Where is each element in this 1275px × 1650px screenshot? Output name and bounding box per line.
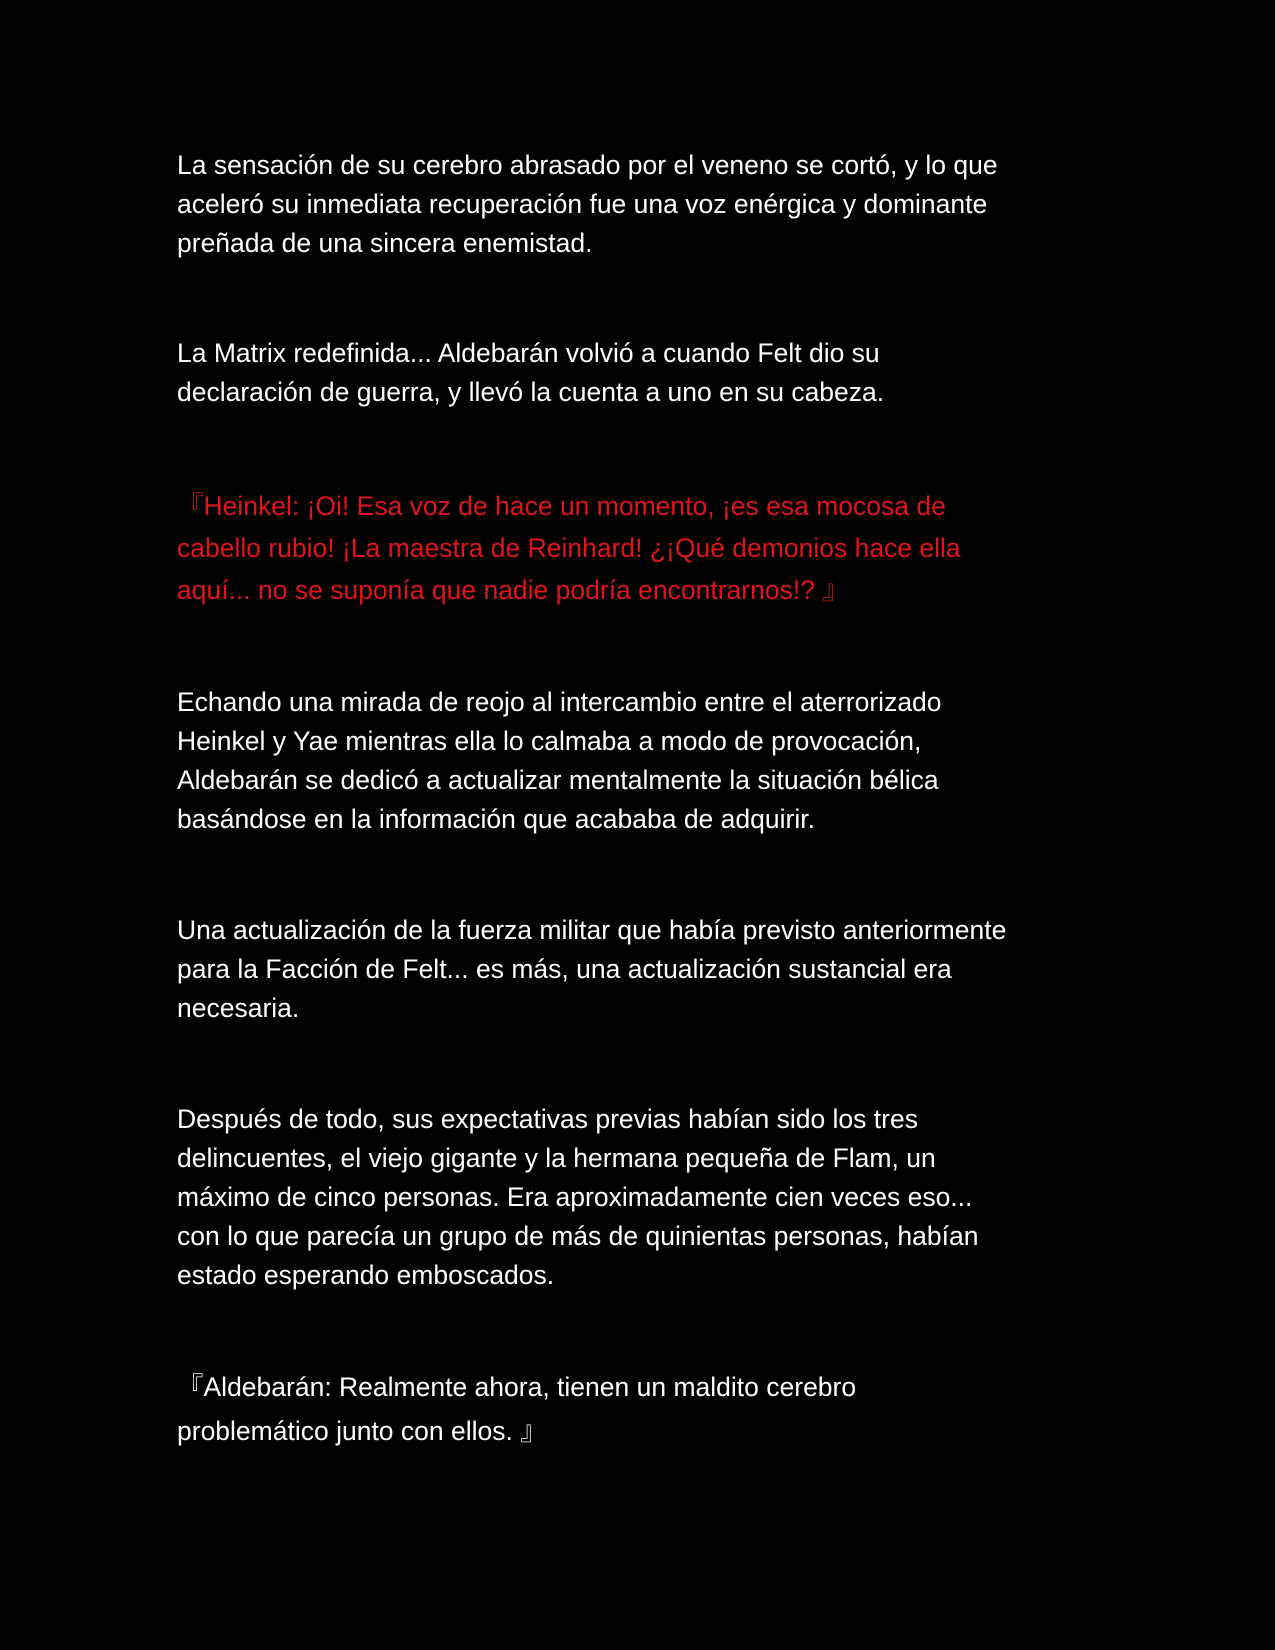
text-line: 『Aldebarán: Realmente ahora, tienen un maldito cerebro <box>177 1372 857 1402</box>
text-line: preñada de una sincera enemistad. <box>177 228 593 258</box>
narration-paragraph-5 <box>177 1100 1107 1295</box>
text-line: aquí... no se suponía que nadie podría encontrarnos!? 』 <box>177 575 849 605</box>
text-line: delincuentes, el viejo gigante y la hermana pequeña de Flam, un <box>177 1143 936 1173</box>
text-line: Aldebarán se dedicó a actualizar mentalmente la situación bélica <box>177 765 939 795</box>
text-line: 『Heinkel: ¡Oi! Esa voz de hace un momento, ¡es esa mocosa de <box>177 491 946 521</box>
text-line: aceleró su inmediata recuperación fue una voz enérgica y dominante <box>177 189 988 219</box>
text-line: cabello rubio! ¡La maestra de Reinhard! ¿¡Qué demonios hace ella <box>177 533 961 563</box>
text-line: necesaria. <box>177 993 300 1023</box>
aldebaran-dialogue <box>177 1365 1107 1453</box>
text-line: máximo de cinco personas. Era aproximadamente cien veces eso... <box>177 1182 973 1212</box>
text-line: problemático junto con ellos. 』 <box>177 1416 547 1446</box>
narration-paragraph-3 <box>177 683 1107 839</box>
narration-paragraph-4 <box>177 911 1107 1028</box>
text-line: Echando una mirada de reojo al intercambio entre el aterrorizado <box>177 687 942 717</box>
text-line: declaración de guerra, y llevó la cuenta a uno en su cabeza. <box>177 377 885 407</box>
narration-paragraph-1 <box>177 146 1107 263</box>
text-line: Después de todo, sus expectativas previas habían sido los tres <box>177 1104 918 1134</box>
text-line: basándose en la información que acababa de adquirir. <box>177 804 815 834</box>
heinkel-dialogue <box>177 485 1107 611</box>
text-line: estado esperando emboscados. <box>177 1260 555 1290</box>
narration-paragraph-2 <box>177 334 1107 412</box>
text-line: para la Facción de Felt... es más, una actualización sustancial era <box>177 954 952 984</box>
text-line: Una actualización de la fuerza militar que había previsto anteriormente <box>177 915 1007 945</box>
text-line: La sensación de su cerebro abrasado por el veneno se cortó, y lo que <box>177 150 998 180</box>
text-line: La Matrix redefinida... Aldebarán volvió a cuando Felt dio su <box>177 338 880 368</box>
text-line: con lo que parecía un grupo de más de quinientas personas, habían <box>177 1221 979 1251</box>
text-line: Heinkel y Yae mientras ella lo calmaba a modo de provocación, <box>177 726 922 756</box>
